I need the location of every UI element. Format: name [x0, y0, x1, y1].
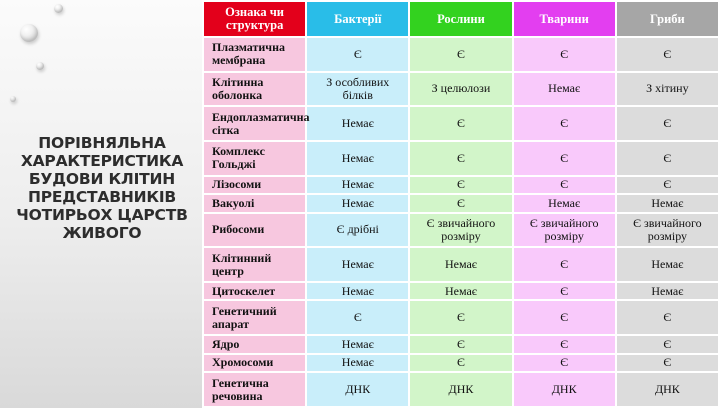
cell-feature: Генетична речовина: [203, 372, 306, 407]
cell-feature: Хромосоми: [203, 354, 306, 373]
water-drop-decoration: [10, 96, 16, 102]
table-row: [203, 354, 719, 373]
table-row: [203, 141, 719, 176]
cell-plants: Є: [409, 37, 512, 72]
cell-feature: Ядро: [203, 335, 306, 354]
cell-feature: Генетичний апарат: [203, 300, 306, 335]
cell-fungi: Немає: [616, 247, 719, 282]
cell-plants: Є: [409, 335, 512, 354]
cell-fungi: Є: [616, 141, 719, 176]
cell-bacteria: Немає: [306, 335, 409, 354]
cell-bacteria: Немає: [306, 282, 409, 301]
table-row: [203, 72, 719, 107]
page-title: ПОРІВНЯЛЬНА ХАРАКТЕРИСТИКА БУДОВИ КЛІТИН ПРЕДСТАВНИКІВ ЧОТИРЬОХ ЦАРСТВ ЖИВОГО: [16, 134, 188, 242]
table-body: [203, 37, 719, 407]
header-cell-fungi: Гриби: [616, 1, 719, 37]
cell-plants: Є: [409, 194, 512, 213]
cell-plants: Є: [409, 106, 512, 141]
header-cell-plants: Рослини: [409, 1, 512, 37]
cell-animals: Немає: [513, 72, 616, 107]
cell-feature: Клітинна оболонка: [203, 72, 306, 107]
table-row: [203, 300, 719, 335]
cell-fungi: Є: [616, 106, 719, 141]
cell-animals: Є: [513, 247, 616, 282]
comparison-table-container: [202, 0, 720, 408]
cell-feature: Вакуолі: [203, 194, 306, 213]
cell-bacteria: Немає: [306, 247, 409, 282]
table-row: [203, 37, 719, 72]
table-row: [203, 176, 719, 195]
cell-feature: Ендоплазматична сітка: [203, 106, 306, 141]
cell-fungi: З хітину: [616, 72, 719, 107]
cell-plants: Немає: [409, 247, 512, 282]
water-drop-decoration: [54, 4, 63, 13]
cell-animals: Є: [513, 141, 616, 176]
cell-bacteria: Немає: [306, 194, 409, 213]
header-cell-feature: Ознака чи структура: [203, 1, 306, 37]
header-cell-animals: Тварини: [513, 1, 616, 37]
cell-plants: Немає: [409, 282, 512, 301]
table-row: [203, 213, 719, 248]
cell-fungi: Є: [616, 354, 719, 373]
cell-animals: Немає: [513, 194, 616, 213]
cell-animals: Є: [513, 335, 616, 354]
cell-feature: Лізосоми: [203, 176, 306, 195]
cell-bacteria: Немає: [306, 106, 409, 141]
header-cell-bacteria: Бактерії: [306, 1, 409, 37]
table-row: [203, 106, 719, 141]
cell-fungi: Немає: [616, 282, 719, 301]
cell-bacteria: Немає: [306, 141, 409, 176]
cell-bacteria: Немає: [306, 176, 409, 195]
cell-bacteria: ДНК: [306, 372, 409, 407]
cell-bacteria: Немає: [306, 354, 409, 373]
cell-plants: Є: [409, 176, 512, 195]
cell-fungi: Є: [616, 335, 719, 354]
cell-plants: ДНК: [409, 372, 512, 407]
cell-plants: Є: [409, 354, 512, 373]
water-drop-decoration: [20, 24, 38, 42]
cell-plants: Є звичайного розміру: [409, 213, 512, 248]
cell-bacteria: З особливих білків: [306, 72, 409, 107]
table-row: [203, 247, 719, 282]
cell-animals: Є: [513, 300, 616, 335]
cell-fungi: Є: [616, 37, 719, 72]
cell-plants: Є: [409, 300, 512, 335]
cell-feature: Цитоскелет: [203, 282, 306, 301]
cell-fungi: Є звичайного розміру: [616, 213, 719, 248]
comparison-table: [202, 0, 720, 408]
cell-animals: Є: [513, 354, 616, 373]
table-header-row: [203, 1, 719, 37]
cell-bacteria: Є: [306, 300, 409, 335]
cell-animals: Є: [513, 176, 616, 195]
cell-animals: Є: [513, 106, 616, 141]
cell-animals: Є: [513, 37, 616, 72]
cell-animals: Є: [513, 282, 616, 301]
cell-plants: Є: [409, 141, 512, 176]
cell-feature: Рибосоми: [203, 213, 306, 248]
cell-fungi: Немає: [616, 194, 719, 213]
cell-feature: Комплекс Гольджі: [203, 141, 306, 176]
cell-fungi: ДНК: [616, 372, 719, 407]
cell-fungi: Є: [616, 176, 719, 195]
water-drop-decoration: [36, 62, 44, 70]
cell-bacteria: Є дрібні: [306, 213, 409, 248]
cell-feature: Плазматична мембрана: [203, 37, 306, 72]
table-row: [203, 194, 719, 213]
cell-animals: Є звичайного розміру: [513, 213, 616, 248]
cell-fungi: Є: [616, 300, 719, 335]
cell-animals: ДНК: [513, 372, 616, 407]
table-row: [203, 282, 719, 301]
cell-bacteria: Є: [306, 37, 409, 72]
table-row: [203, 372, 719, 407]
cell-feature: Клітинний центр: [203, 247, 306, 282]
table-row: [203, 335, 719, 354]
cell-plants: З целюлози: [409, 72, 512, 107]
